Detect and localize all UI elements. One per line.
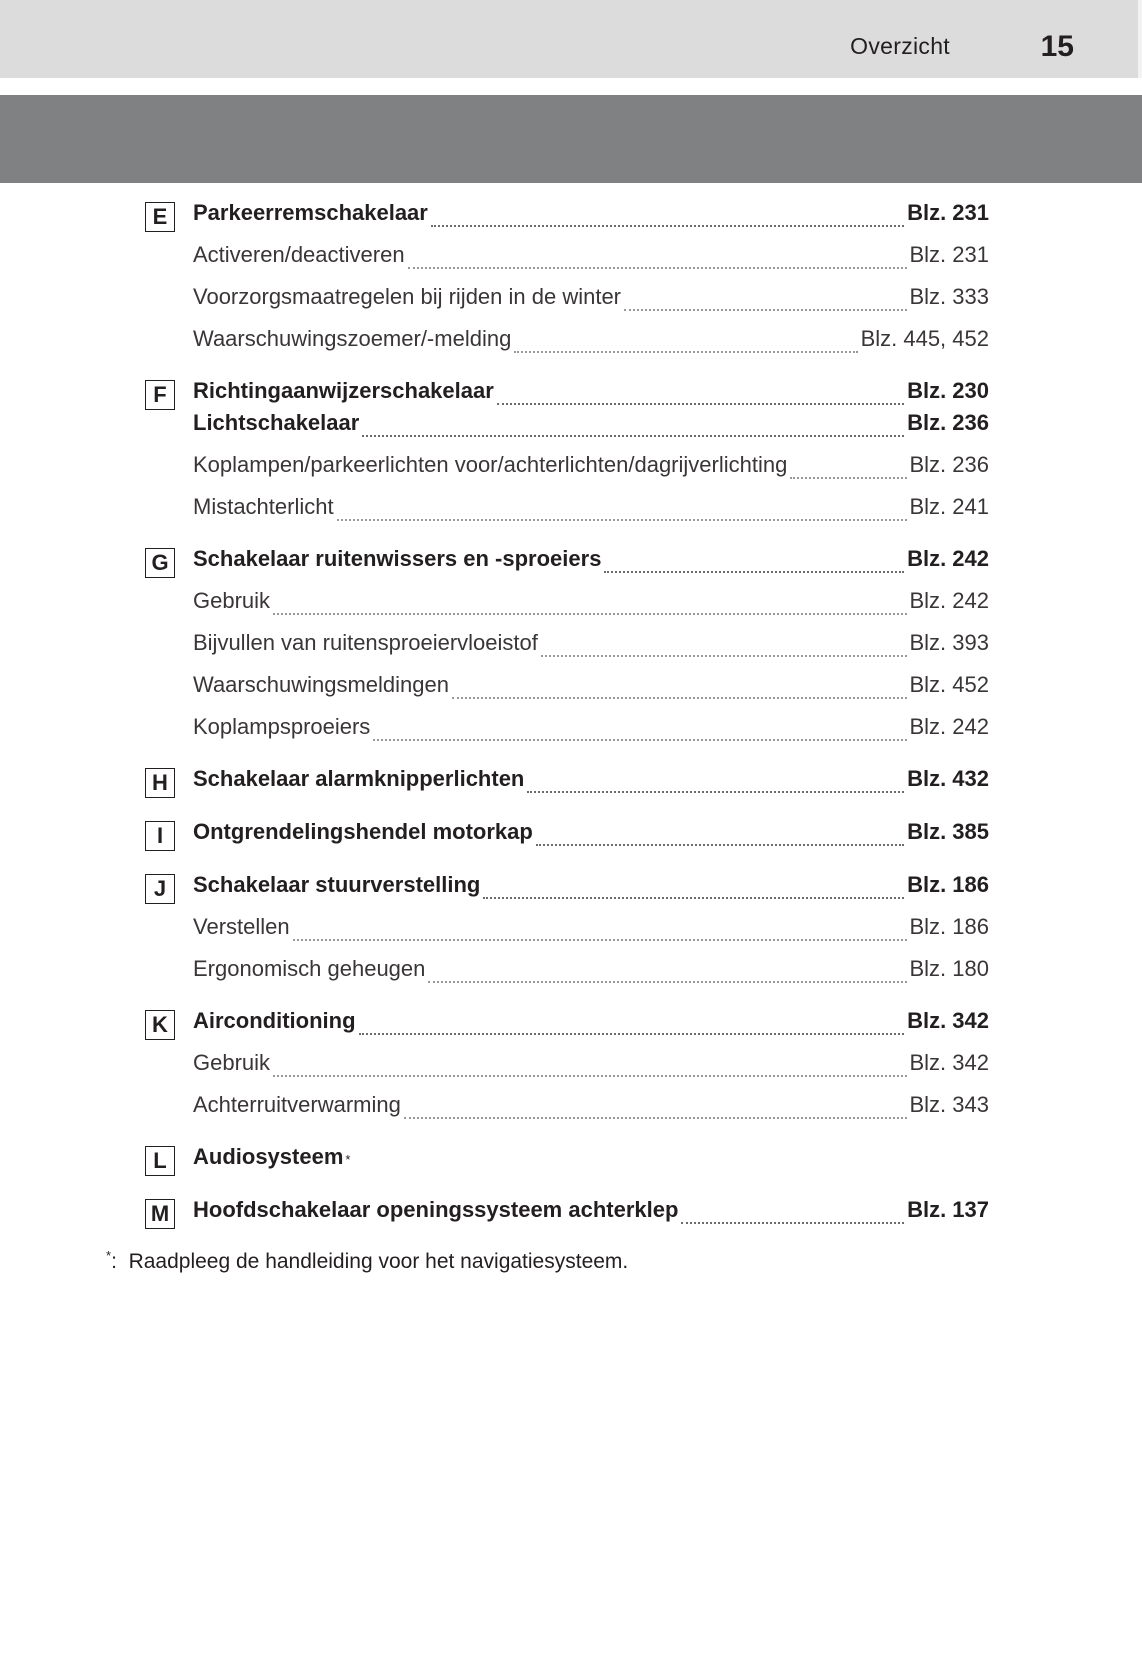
entry-page-ref: Blz. 333: [909, 284, 989, 309]
footnote: [106, 1248, 628, 1274]
entry-page-ref: Blz. 445, 452: [860, 326, 989, 351]
toc-subentry: [193, 494, 989, 528]
dot-leader: [337, 499, 907, 521]
dot-leader: [483, 877, 904, 899]
entry-page-ref: Blz. 231: [909, 242, 989, 267]
dot-leader: [536, 824, 904, 846]
entry-page-ref: Blz. 236: [907, 410, 989, 435]
entry-label: Airconditioning: [193, 1008, 356, 1033]
entry-page-ref: Blz. 236: [909, 452, 989, 477]
entry-page-ref: Blz. 393: [909, 630, 989, 655]
entry-label: Bijvullen van ruitensproeiervloeistof: [193, 630, 538, 655]
dot-leader: [497, 383, 904, 405]
section-letter-e: E: [145, 202, 175, 232]
section-letter-j: J: [145, 874, 175, 904]
entry-label: Parkeerremschakelaar: [193, 200, 428, 225]
entry-page-ref: Blz. 137: [907, 1197, 989, 1222]
entry-label: Mistachterlicht: [193, 494, 334, 519]
entry-label: Gebruik: [193, 1050, 271, 1075]
footnote-text: Raadpleeg de handleiding voor het navigatiesysteem.: [128, 1250, 629, 1273]
entry-page-ref: Blz. 230: [907, 378, 989, 403]
entry-page-ref: Blz. 180: [909, 956, 989, 981]
entry-label: Schakelaar stuurverstelling: [193, 872, 481, 897]
entry-page-ref: Blz. 186: [907, 872, 989, 897]
entry-page-ref: Blz. 242: [907, 546, 989, 571]
toc-subentry: [193, 588, 989, 622]
toc-subentry: [193, 326, 989, 360]
entry-label: Achterruitverwarming: [193, 1092, 401, 1117]
section-letter-l: L: [145, 1146, 175, 1176]
toc-subentry: [193, 1092, 989, 1126]
dot-leader: [604, 551, 904, 573]
section-letter-m: M: [145, 1199, 175, 1229]
entry-label: Schakelaar ruitenwissers en -sproeiers: [193, 546, 602, 571]
footnote-marker: *: [106, 1248, 112, 1263]
entry-label: Verstellen: [193, 914, 290, 939]
toc-entry: [193, 766, 989, 800]
toc-entry: [193, 1144, 989, 1178]
dot-leader: [514, 331, 857, 353]
header-edge: [1138, 0, 1142, 78]
section-letter-g: G: [145, 548, 175, 578]
entry-page-ref: Blz. 342: [907, 1008, 989, 1033]
toc-entry: [193, 378, 989, 412]
dot-leader: [452, 677, 907, 699]
dot-leader: [790, 457, 906, 479]
entry-page-ref: Blz. 452: [909, 672, 989, 697]
dot-leader: [404, 1097, 907, 1119]
entry-label: Ontgrendelingshendel motorkap: [193, 819, 533, 844]
entry-page-ref: Blz. 242: [909, 714, 989, 739]
toc-entry: [193, 1008, 989, 1042]
entry-label: Activeren/deactiveren: [193, 242, 405, 267]
toc-entry: [193, 819, 989, 853]
toc-subentry: [193, 672, 989, 706]
entry-page-ref: Blz. 432: [907, 766, 989, 791]
entry-label: Koplampen/parkeerlichten voor/achterlichten/dagrijverlichting: [193, 452, 788, 477]
toc-subentry: [193, 284, 989, 318]
dot-leader: [527, 771, 904, 793]
section-letter-i: I: [145, 821, 175, 851]
dot-leader: [373, 719, 906, 741]
dot-leader: [359, 1013, 905, 1035]
toc-subentry: [193, 714, 989, 748]
section-letter-f: F: [145, 380, 175, 410]
toc-subentry: [193, 1050, 989, 1084]
dot-leader: [408, 247, 907, 269]
entry-label: Schakelaar alarmknipperlichten: [193, 766, 525, 791]
dot-leader: [293, 919, 907, 941]
toc-entry: [193, 546, 989, 580]
page-number: 15: [1040, 30, 1074, 63]
entry-note-marker: *: [345, 1152, 351, 1167]
entry-page-ref: Blz. 385: [907, 819, 989, 844]
entry-page-ref: Blz. 186: [909, 914, 989, 939]
footnote-separator: :: [111, 1250, 117, 1273]
entry-page-ref: Blz. 242: [909, 588, 989, 613]
toc-entry: [193, 1197, 989, 1231]
header-band: [0, 0, 1142, 78]
section-letter-k: K: [145, 1010, 175, 1040]
entry-label: Waarschuwingsmeldingen: [193, 672, 449, 697]
entry-label: Hoofdschakelaar openingssysteem achterklep: [193, 1197, 679, 1222]
entry-page-ref: Blz. 231: [907, 200, 989, 225]
entry-page-ref: Blz. 343: [909, 1092, 989, 1117]
entry-page-ref: Blz. 342: [909, 1050, 989, 1075]
header-grey-bar: [0, 95, 1142, 183]
dot-leader: [273, 593, 906, 615]
entry-page-ref: Blz. 241: [909, 494, 989, 519]
entry-label: Ergonomisch geheugen: [193, 956, 426, 981]
dot-leader: [431, 205, 904, 227]
entry-label: Koplampsproeiers: [193, 714, 371, 739]
entry-label: Voorzorgsmaatregelen bij rijden in de winter: [193, 284, 622, 309]
toc-subentry: [193, 630, 989, 664]
dot-leader: [624, 289, 906, 311]
dot-leader: [273, 1055, 906, 1077]
toc-entry: [193, 410, 989, 444]
dot-leader: [541, 635, 907, 657]
entry-label: Audiosysteem: [193, 1144, 344, 1169]
section-letter-h: H: [145, 768, 175, 798]
toc-entry: [193, 872, 989, 906]
dot-leader: [428, 961, 906, 983]
entry-label: Lichtschakelaar: [193, 410, 360, 435]
dot-leader: [681, 1202, 904, 1224]
entry-label: Gebruik: [193, 588, 271, 613]
toc-subentry: [193, 956, 989, 990]
section-title: Overzicht: [850, 33, 950, 59]
dot-leader: [362, 415, 904, 437]
entry-label: Waarschuwingszoemer/-melding: [193, 326, 512, 351]
toc-subentry: [193, 242, 989, 276]
entry-label: Richtingaanwijzerschakelaar: [193, 378, 494, 403]
toc-subentry: [193, 914, 989, 948]
toc-subentry: [193, 452, 989, 486]
toc-entry: [193, 200, 989, 234]
